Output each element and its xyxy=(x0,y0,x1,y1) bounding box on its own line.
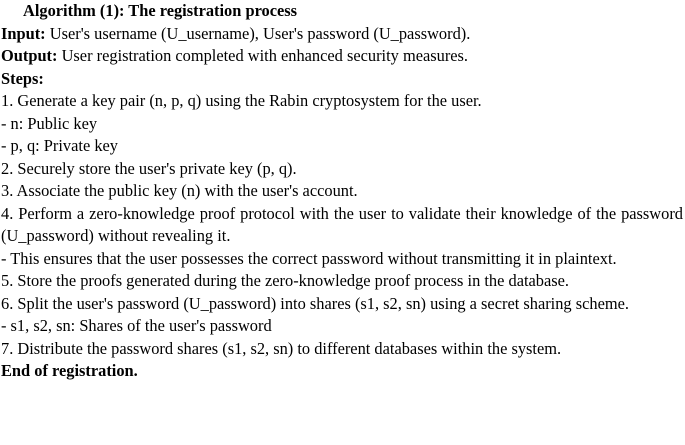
step-1: 1. Generate a key pair (n, p, q) using the Rabin cryptosystem for the user. xyxy=(1,91,482,110)
step-1-private-key: - p, q: Private key xyxy=(1,136,118,155)
step-2: 2. Securely store the user's private key (p, q). xyxy=(1,158,297,178)
step-6: 6. Split the user's password (U_password) into shares (s1, s2, sn) using a secret sharing scheme. xyxy=(1,293,629,313)
step-4: 4. Perform a zero-knowledge proof protocol with the user to validate their knowledge of the password (U_password) without revealing it. xyxy=(1,203,683,245)
steps-label: Steps: xyxy=(1,68,44,88)
step-7: 7. Distribute the password shares (s1, s2, sn) to different databases within the system. xyxy=(1,338,562,358)
input-line xyxy=(1,23,683,46)
algorithm-title: Algorithm (1): The registration process xyxy=(23,1,298,20)
output-text: User registration completed with enhanced security measures. xyxy=(61,46,469,65)
step-1-public-key: - n: Public key xyxy=(1,113,98,133)
output-line xyxy=(1,45,683,68)
output-label: Output: xyxy=(1,46,58,65)
step-3: 3. Associate the public key (n) with the user's account. xyxy=(1,181,358,200)
step-5: 5. Store the proofs generated during the zero-knowledge proof process in the database. xyxy=(1,271,570,290)
input-text: User's username (U_username), User's password (U_password). xyxy=(49,23,471,43)
input-label: Input: xyxy=(1,23,46,43)
step-6-note: - s1, s2, sn: Shares of the user's password xyxy=(1,316,272,335)
step-4-note: - This ensures that the user possesses the correct password without transmitting it in plaintext. xyxy=(1,248,617,268)
end-label: End of registration. xyxy=(1,361,138,380)
